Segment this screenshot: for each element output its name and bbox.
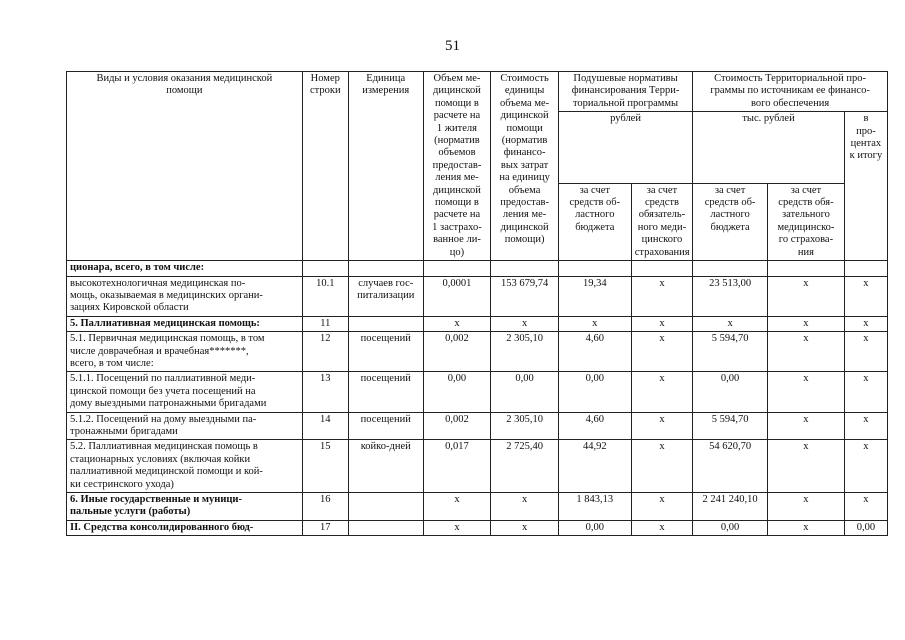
header-percent: в про- центах к итогу xyxy=(844,112,887,261)
cell-unit-cost: 0,00 xyxy=(491,372,559,412)
cell-pc-oms: х xyxy=(631,440,693,493)
cell-name: 5.2. Паллиативная медицинская помощь в стационарных условиях (включая койки паллиативной медицинской помощи и кой- ки сестринского ухода) xyxy=(67,440,303,493)
cell-volume: 0,002 xyxy=(423,332,491,372)
cell-volume: х xyxy=(423,493,491,521)
table-row xyxy=(67,520,888,535)
cell-tc-oms: х xyxy=(768,276,845,316)
cell-unit-cost xyxy=(491,261,559,276)
cell-tc-oms: х xyxy=(768,520,845,535)
table-row xyxy=(67,493,888,521)
table-row xyxy=(67,316,888,331)
table-row xyxy=(67,261,888,276)
header-per-capita: Подушевые нормативы финансирования Терри- ториальной программы xyxy=(558,72,692,112)
cell-unit: посещений xyxy=(348,332,423,372)
cell-tc-budget: 5 594,70 xyxy=(693,332,768,372)
cell-percent: 0,00 xyxy=(844,520,887,535)
header-row-number: Номер строки xyxy=(302,72,348,261)
cell-pc-oms: х xyxy=(631,332,693,372)
cell-name: 6. Иные государственные и муници- пальные услуги (работы) xyxy=(67,493,303,521)
header-unit: Единица измерения xyxy=(348,72,423,261)
header-regional-budget-2: за счет средств об- ластного бюджета xyxy=(693,183,768,260)
cell-unit xyxy=(348,261,423,276)
cell-tc-oms: х xyxy=(768,372,845,412)
cell-pc-budget: 4,60 xyxy=(558,332,631,372)
cell-pc-budget: 19,34 xyxy=(558,276,631,316)
header-oms-funds-2: за счет средств обя- зательного медицинско- го страхова- ния xyxy=(768,183,845,260)
table-row xyxy=(67,372,888,412)
cell-unit xyxy=(348,493,423,521)
cell-tc-budget: 54 620,70 xyxy=(693,440,768,493)
cell-name: 5.1.1. Посещений по паллиативной меди- цинской помощи без учета посещений на дому выездными патронажными бригадами xyxy=(67,372,303,412)
table-row xyxy=(67,440,888,493)
cell-name: высокотехнологичная медицинская по- мощь, оказываемая в медицинских органи- зациях Кировской области xyxy=(67,276,303,316)
cell-name: 5. Паллиативная медицинская помощь: xyxy=(67,316,303,331)
cell-pc-budget: 1 843,13 xyxy=(558,493,631,521)
cell-volume: х xyxy=(423,520,491,535)
cell-row-number: 12 xyxy=(302,332,348,372)
cell-unit: койко-дней xyxy=(348,440,423,493)
cell-row-number: 14 xyxy=(302,412,348,440)
cell-pc-oms: х xyxy=(631,372,693,412)
cell-row-number xyxy=(302,261,348,276)
header-row-1 xyxy=(67,72,888,112)
cell-pc-oms: х xyxy=(631,520,693,535)
cell-row-number: 17 xyxy=(302,520,348,535)
cell-name: 5.1. Первичная медицинская помощь, в том числе доврачебная и врачебная*******, всего, в том числе: xyxy=(67,332,303,372)
cell-tc-budget: х xyxy=(693,316,768,331)
cell-volume: 0,0001 xyxy=(423,276,491,316)
cell-unit: посещений xyxy=(348,372,423,412)
cell-percent: х xyxy=(844,412,887,440)
page-number: 51 xyxy=(445,38,460,54)
cell-percent: х xyxy=(844,372,887,412)
table-row xyxy=(67,332,888,372)
cell-unit-cost: 2 725,40 xyxy=(491,440,559,493)
cell-name: II. Средства консолидированного бюд- xyxy=(67,520,303,535)
cell-tc-oms: х xyxy=(768,440,845,493)
cell-tc-oms: х xyxy=(768,316,845,331)
cell-volume: 0,017 xyxy=(423,440,491,493)
cell-unit-cost: 2 305,10 xyxy=(491,332,559,372)
cell-row-number: 10.1 xyxy=(302,276,348,316)
header-oms-funds: за счет средств обязатель- ного меди- цинского страхования xyxy=(631,183,693,260)
header-thousand-rubles: тыс. рублей xyxy=(693,112,845,183)
cell-unit-cost: х xyxy=(491,493,559,521)
cell-name: 5.1.2. Посещений на дому выездными па- тронажными бригадами xyxy=(67,412,303,440)
header-types: Виды и условия оказания медицинской помощи xyxy=(67,72,303,261)
cell-volume: 0,00 xyxy=(423,372,491,412)
cell-unit-cost: 153 679,74 xyxy=(491,276,559,316)
cell-tc-oms: х xyxy=(768,412,845,440)
cell-percent: х xyxy=(844,493,887,521)
cell-tc-budget: 2 241 240,10 xyxy=(693,493,768,521)
cell-unit-cost: х xyxy=(491,520,559,535)
cell-pc-budget: 0,00 xyxy=(558,372,631,412)
cell-tc-oms: х xyxy=(768,493,845,521)
cell-tc-budget: 0,00 xyxy=(693,372,768,412)
cell-unit-cost: х xyxy=(491,316,559,331)
header-regional-budget: за счет средств об- ластного бюджета xyxy=(558,183,631,260)
cell-row-number: 16 xyxy=(302,493,348,521)
cell-tc-budget xyxy=(693,261,768,276)
header-total-cost: Стоимость Территориальной про- граммы по источникам ее финансо- вого обеспечения xyxy=(693,72,888,112)
cell-row-number: 15 xyxy=(302,440,348,493)
cell-row-number: 11 xyxy=(302,316,348,331)
cell-pc-oms: х xyxy=(631,276,693,316)
cell-tc-budget: 5 594,70 xyxy=(693,412,768,440)
cell-pc-oms: х xyxy=(631,493,693,521)
cell-pc-budget: 44,92 xyxy=(558,440,631,493)
cell-percent: х xyxy=(844,316,887,331)
cell-pc-budget: х xyxy=(558,316,631,331)
cell-tc-budget: 0,00 xyxy=(693,520,768,535)
cell-unit xyxy=(348,520,423,535)
cell-unit: случаев гос- питализации xyxy=(348,276,423,316)
cell-volume: 0,002 xyxy=(423,412,491,440)
cell-unit: посещений xyxy=(348,412,423,440)
cell-pc-budget: 4,60 xyxy=(558,412,631,440)
cell-name: ционара, всего, в том числе: xyxy=(67,261,303,276)
table-row xyxy=(67,276,888,316)
header-unit-cost: Стоимость единицы объема ме- дицинской помощи (норматив финансо- вых затрат на единицу объема предостав- ления ме- дицинской помощи) xyxy=(491,72,559,261)
cell-volume: х xyxy=(423,316,491,331)
cell-pc-budget: 0,00 xyxy=(558,520,631,535)
budget-table xyxy=(66,71,888,536)
cell-tc-oms: х xyxy=(768,332,845,372)
cell-unit xyxy=(348,316,423,331)
cell-percent: х xyxy=(844,440,887,493)
cell-pc-oms: х xyxy=(631,412,693,440)
cell-pc-budget xyxy=(558,261,631,276)
cell-pc-oms: х xyxy=(631,316,693,331)
cell-percent xyxy=(844,261,887,276)
cell-volume xyxy=(423,261,491,276)
cell-percent: х xyxy=(844,276,887,316)
header-rubles: рублей xyxy=(558,112,692,183)
cell-unit-cost: 2 305,10 xyxy=(491,412,559,440)
cell-pc-oms xyxy=(631,261,693,276)
cell-row-number: 13 xyxy=(302,372,348,412)
table-row xyxy=(67,412,888,440)
cell-percent: х xyxy=(844,332,887,372)
cell-tc-oms xyxy=(768,261,845,276)
cell-tc-budget: 23 513,00 xyxy=(693,276,768,316)
header-volume: Объем ме- дицинской помощи в расчете на 1 жителя (норматив объемов предостав- ления ме- дицинской помощи в расчете на 1 застрахо- ванное ли- цо) xyxy=(423,72,491,261)
